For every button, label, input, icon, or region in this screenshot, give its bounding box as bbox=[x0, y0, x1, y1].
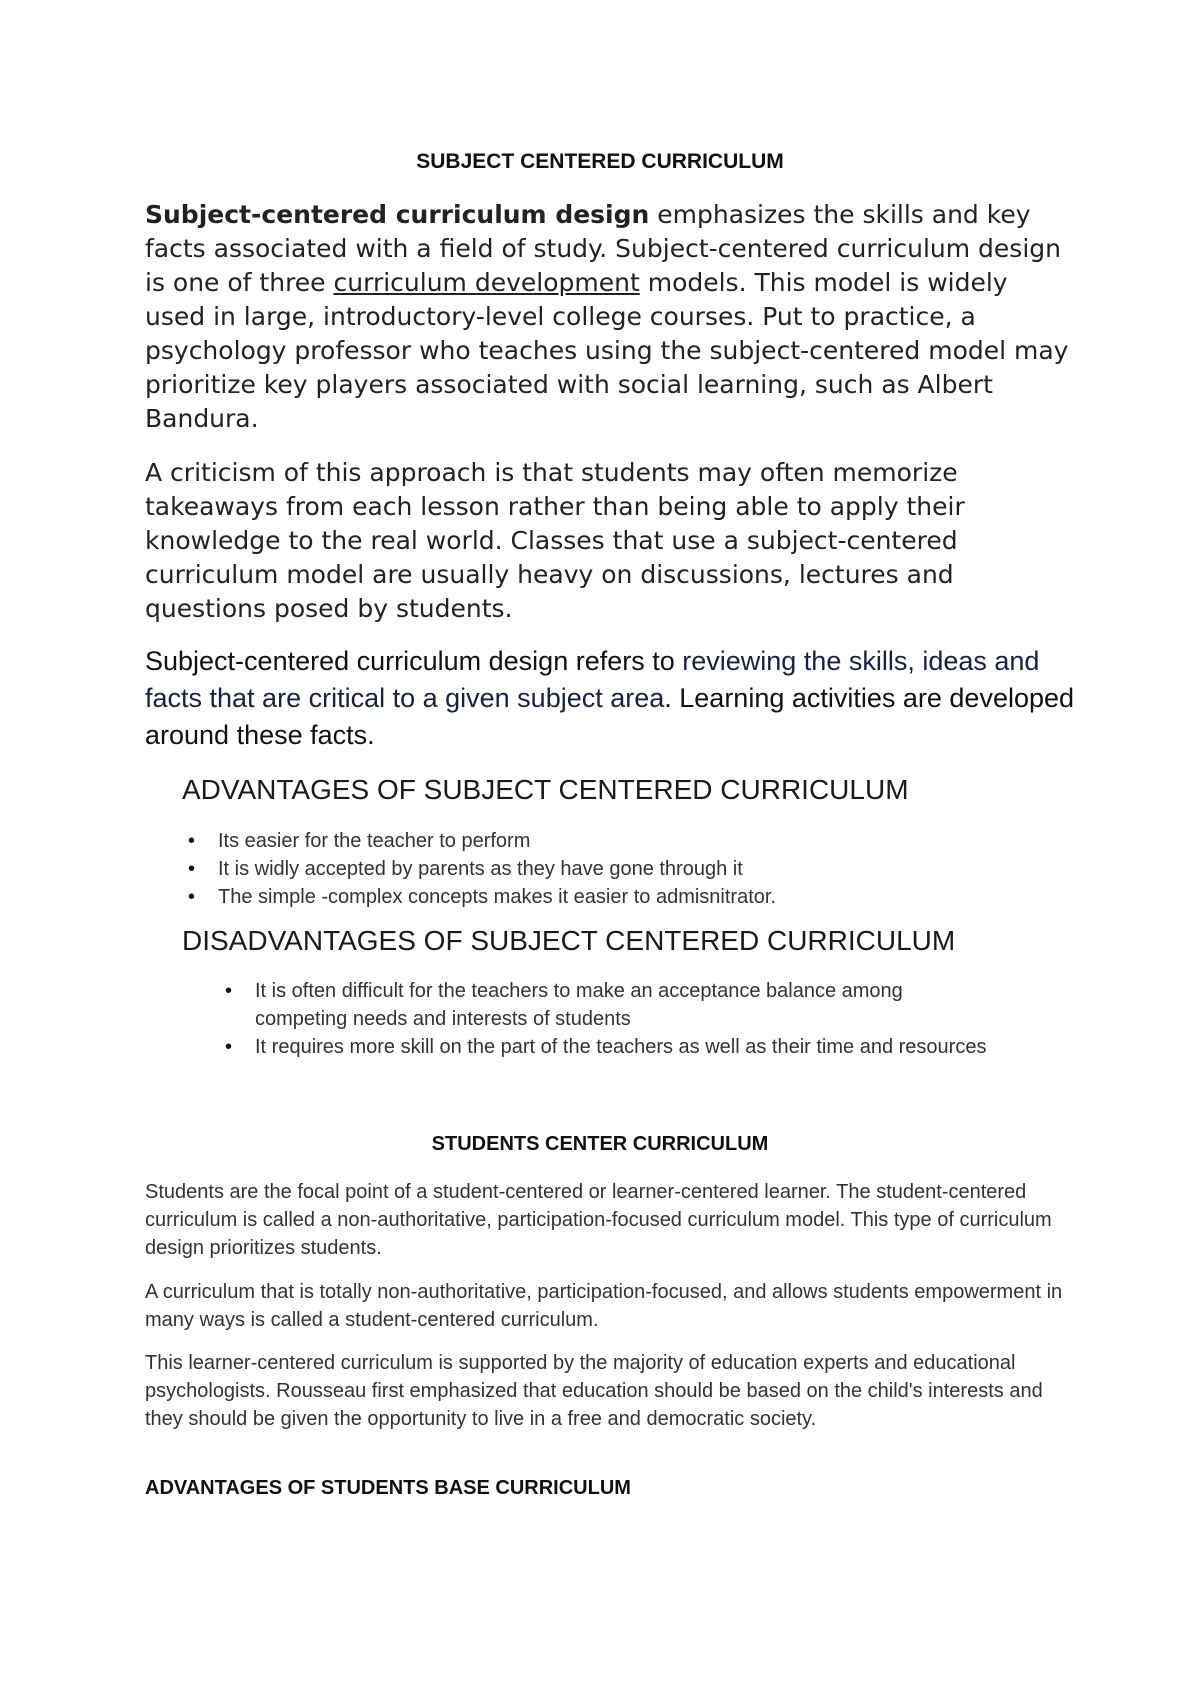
list-item bbox=[188, 827, 1068, 855]
list-item-text: It requires more skill on the part of the teachers as well as their time and resources bbox=[255, 1036, 987, 1058]
bullet-icon: • bbox=[225, 1036, 233, 1058]
paragraph-text: . Learning activities are developed around these facts. bbox=[145, 683, 1075, 750]
paragraph-non-authoritative: A curriculum that is totally non-authoritative, participation-focused, and allows students empowerment in many ways is called a student-centered curriculum. bbox=[145, 1281, 1063, 1331]
list-item bbox=[188, 883, 1068, 911]
paragraph-definition bbox=[145, 643, 1075, 754]
paragraph-subject-centered-intro bbox=[145, 198, 1075, 436]
disadvantages-list bbox=[225, 977, 995, 1061]
paragraph-learner-centered: This learner-centered curriculum is supported by the majority of education experts and educational psychologists. Rousseau first emphasized that education should be based on the child's interests and they should be given the opportunity to live in a free and democratic society. bbox=[145, 1352, 1043, 1430]
paragraph-text: models. This model is widely used in large, introductory-level college courses. Put to practice, a psychology professor who teaches using the subject-centered model may prioritize key players associated with social learning, such as Albert Bandura. bbox=[145, 268, 1069, 433]
paragraph-criticism: A criticism of this approach is that students may often memorize takeaways from each lesson rather than being able to apply their knowledge to the real world. Classes that use a subject-centered curriculum model are usually heavy on discussions, lectures and questions posed by students. bbox=[145, 458, 965, 623]
list-item bbox=[188, 855, 1068, 883]
advantages-heading: ADVANTAGES OF SUBJECT CENTERED CURRICULUM bbox=[182, 774, 909, 805]
bold-lead-text: Subject-centered curriculum design bbox=[145, 200, 650, 229]
section-title-students-center: STUDENTS CENTER CURRICULUM bbox=[431, 1133, 769, 1155]
list-item bbox=[225, 977, 995, 1033]
paragraph-students-focal: Students are the focal point of a student-centered or learner-centered learner. The student-centered curriculum is called a non-authoritative, participation-focused curriculum model. This type of curriculum design prioritizes students. bbox=[145, 1181, 1052, 1259]
list-item-text: The simple -complex concepts makes it easier to admisnitrator. bbox=[218, 886, 776, 908]
highlighted-text: reviewing the skills, ideas and facts that are critical to a given subject area bbox=[145, 646, 1040, 713]
list-item-text: It is often difficult for the teachers to make an acceptance balance among competing needs and interests of students bbox=[255, 980, 903, 1030]
advantages-list bbox=[188, 827, 1068, 911]
bullet-icon: • bbox=[188, 830, 196, 852]
advantages-students-heading: ADVANTAGES OF STUDENTS BASE CURRICULUM bbox=[145, 1477, 631, 1499]
list-item-text: Its easier for the teacher to perform bbox=[218, 830, 531, 852]
list-item-text: It is widly accepted by parents as they have gone through it bbox=[218, 858, 743, 880]
section-title-subject-centered: SUBJECT CENTERED CURRICULUM bbox=[416, 150, 784, 173]
curriculum-development-link[interactable]: curriculum development bbox=[333, 268, 640, 297]
paragraph-text: emphasizes the skills and key facts associated with a field of study. Subject-centered curriculum design is one of three bbox=[145, 200, 1061, 297]
bullet-icon: • bbox=[225, 980, 233, 1002]
list-item bbox=[225, 1033, 995, 1061]
disadvantages-heading: DISADVANTAGES OF SUBJECT CENTERED CURRICULUM bbox=[182, 925, 956, 956]
bullet-icon: • bbox=[188, 886, 196, 908]
bullet-icon: • bbox=[188, 858, 196, 880]
paragraph-text: Subject-centered curriculum design refers to bbox=[145, 646, 683, 676]
